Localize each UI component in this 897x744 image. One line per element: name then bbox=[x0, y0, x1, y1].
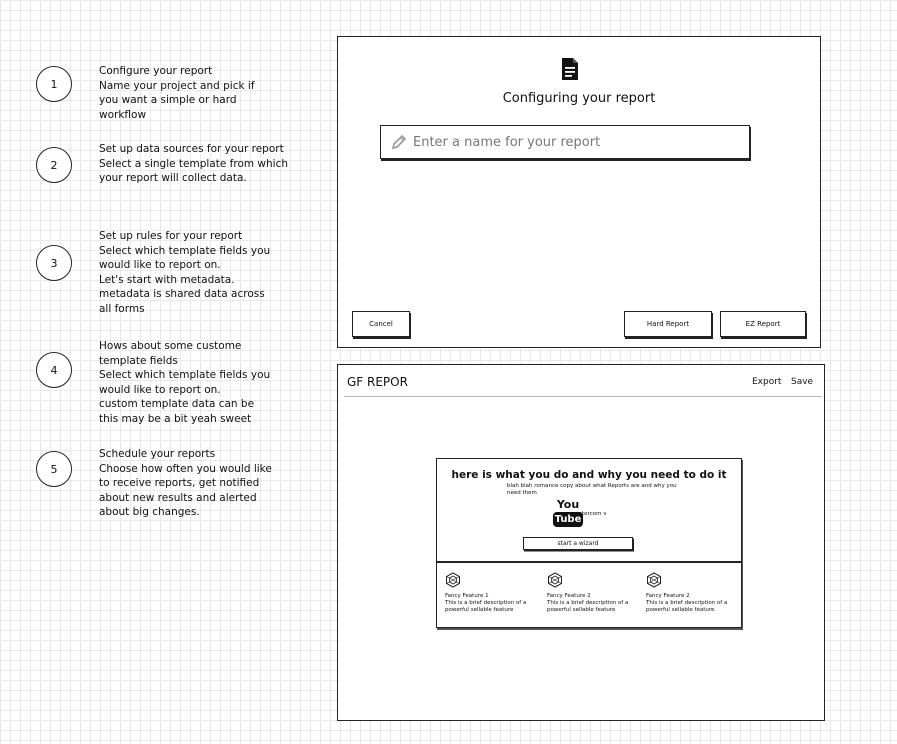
step-number: 4 bbox=[50, 363, 58, 377]
step-number: 1 bbox=[50, 77, 58, 91]
feature-3-desc: This is a brief description of a powerful sellable feature bbox=[646, 600, 728, 613]
feature-3-title: Fancy Feature 2 bbox=[646, 593, 690, 599]
report-name-input[interactable] bbox=[413, 135, 733, 150]
step-3-circle bbox=[36, 245, 72, 281]
step-number: 3 bbox=[50, 256, 58, 270]
youtube-you-text: You bbox=[556, 498, 580, 511]
save-link[interactable]: Save bbox=[791, 377, 814, 387]
hero-card bbox=[436, 458, 742, 628]
ez-report-button[interactable]: EZ Report bbox=[720, 311, 806, 337]
features-row bbox=[437, 562, 741, 626]
start-wizard-button[interactable]: start a wizard bbox=[523, 537, 633, 550]
step-1-circle bbox=[36, 66, 72, 102]
feature-1 bbox=[445, 572, 541, 614]
feature-1-title: Fancy Feature 1 bbox=[445, 593, 489, 599]
dialog-title: Configuring your report bbox=[502, 91, 656, 106]
feature-3 bbox=[646, 572, 742, 614]
pencil-icon bbox=[391, 134, 407, 150]
feature-2-title: Fancy Feature 2 bbox=[547, 593, 591, 599]
hero-title: here is what you do and why you need to do it bbox=[451, 469, 727, 481]
app-title: GF REPOR bbox=[347, 375, 408, 389]
step-number: 5 bbox=[50, 462, 58, 476]
step-5-text: Schedule your reports Choose how often you would like to receive reports, get notified about new results and alerted about big changes. bbox=[99, 448, 272, 518]
step-3-text: Set up rules for your report Select which template fields you would like to report on. Let's start with metadata. metadata is shared data across all forms bbox=[99, 230, 271, 315]
feature-2-desc: This is a brief description of a powerful sellable feature bbox=[547, 600, 629, 613]
feature-1-desc: This is a brief description of a powerful sellable feature bbox=[445, 600, 527, 613]
step-4-text: Hows about some custome template fields Select which template fields you would like to report on. custom template data can be this may be a bit yeah sweet bbox=[99, 340, 271, 425]
export-link[interactable]: Export bbox=[752, 377, 782, 387]
header-divider bbox=[344, 396, 822, 397]
hexagon-icon bbox=[445, 572, 461, 588]
hero-subtitle: blah blah romance copy about what Reports are and why you need them bbox=[507, 483, 677, 496]
video-caption: intercom v bbox=[577, 511, 607, 517]
hard-report-button[interactable]: Hard Report bbox=[624, 311, 712, 337]
step-1-text: Configure your report Name your project and pick if you want a simple or hard workflow bbox=[99, 65, 255, 121]
step-5-circle bbox=[36, 451, 72, 487]
hexagon-icon bbox=[547, 572, 563, 588]
feature-2 bbox=[547, 572, 643, 614]
config-dialog bbox=[337, 36, 821, 348]
youtube-tube-text: Tube bbox=[554, 514, 582, 525]
hexagon-icon bbox=[646, 572, 662, 588]
report-name-field[interactable] bbox=[380, 125, 750, 159]
cancel-button[interactable]: Cancel bbox=[352, 311, 410, 337]
report-app-window bbox=[337, 364, 825, 721]
step-number: 2 bbox=[50, 158, 58, 172]
step-2-text: Set up data sources for your report Select a single template from which your report will collect data. bbox=[99, 143, 289, 184]
step-2-circle bbox=[36, 147, 72, 183]
document-icon bbox=[560, 57, 580, 81]
step-4-circle bbox=[36, 352, 72, 388]
